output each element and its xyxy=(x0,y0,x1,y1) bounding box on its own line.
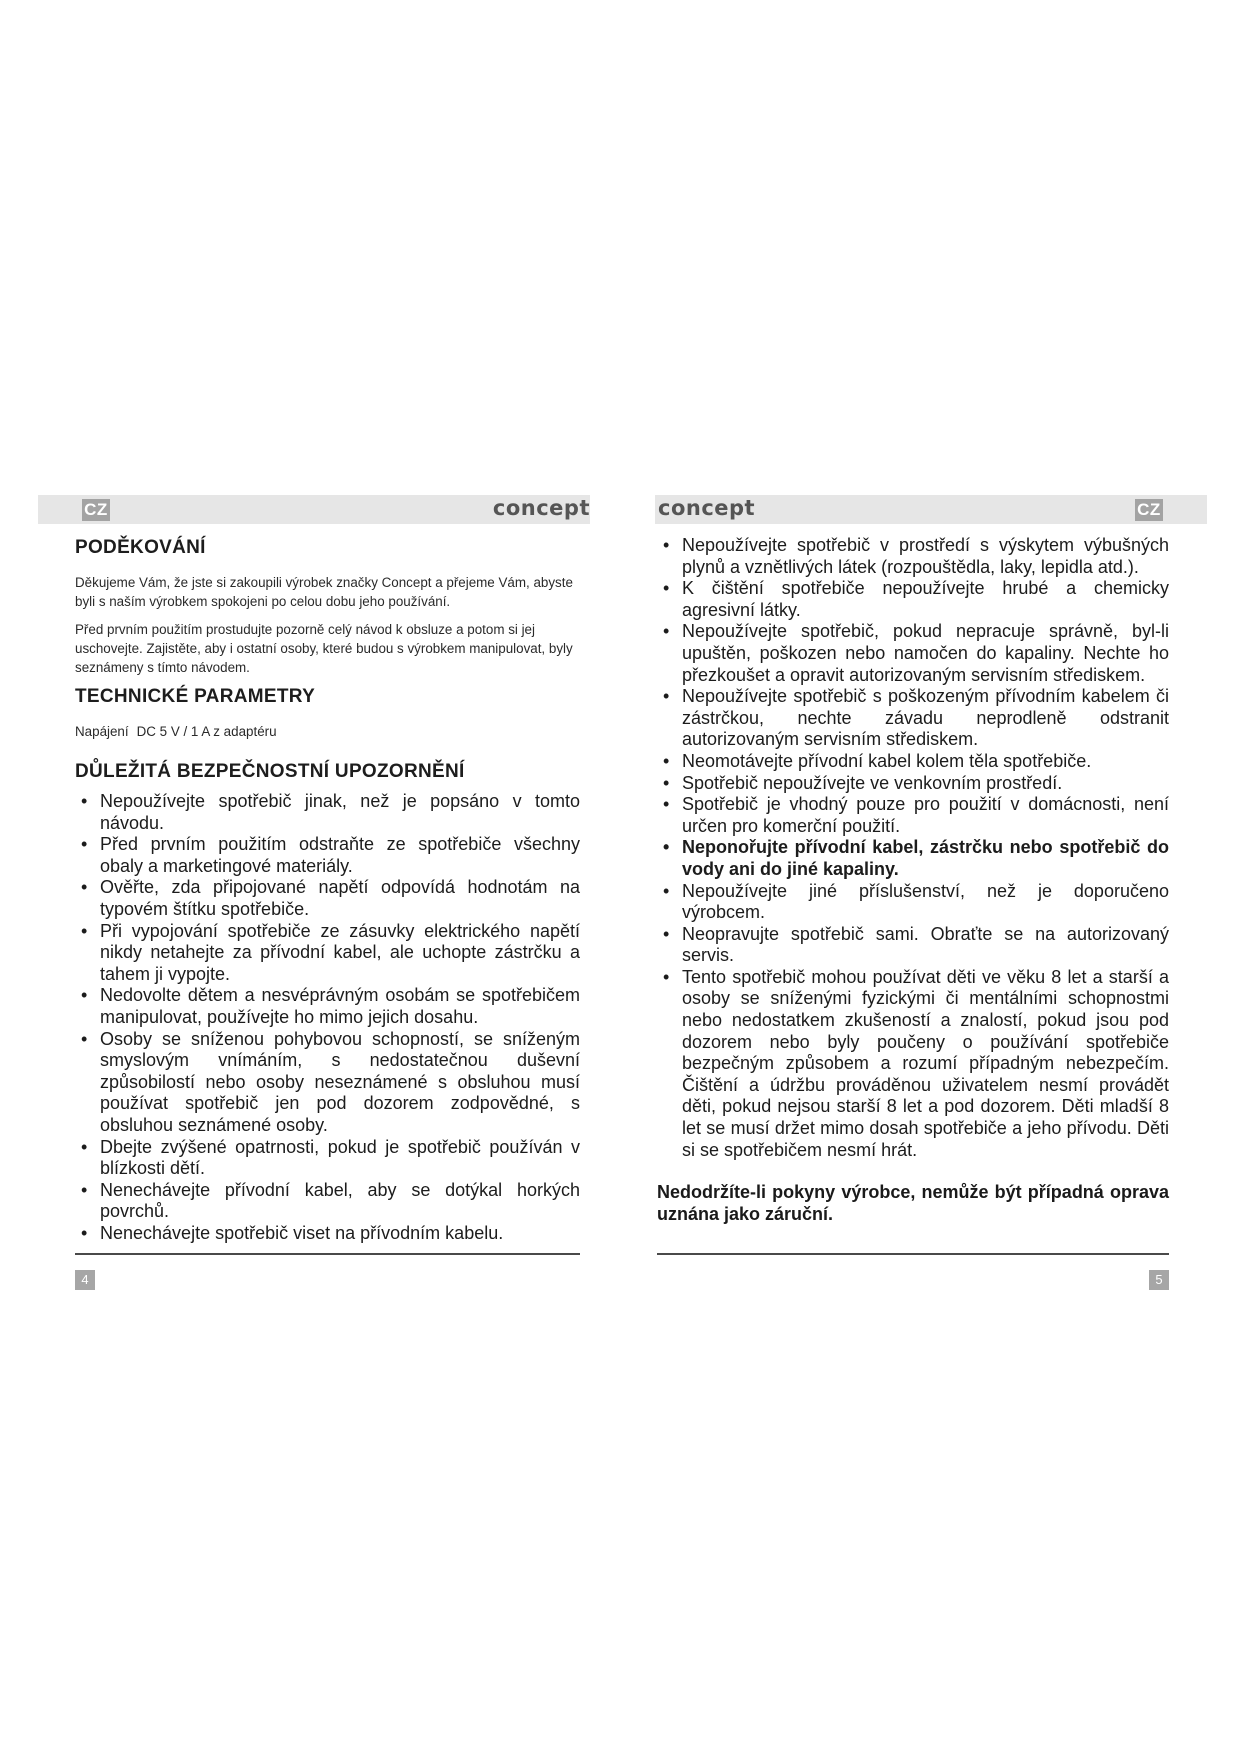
brand-logo-right: concept xyxy=(658,496,756,520)
list-item: • Před prvním použitím odstraňte ze spotřebiče všechny obaly a marketingové materiály. xyxy=(75,834,580,877)
list-item: • Nedovolte dětem a nesvéprávným osobám se spotřebičem manipulovat, používejte ho mimo jejich dosahu. xyxy=(75,985,580,1028)
tech-label: Napájení xyxy=(75,724,129,739)
page-number-left: 4 xyxy=(75,1270,95,1290)
list-item: • Spotřebič nepoužívejte ve venkovním prostředí. xyxy=(657,773,1169,795)
lang-badge-right: CZ xyxy=(1135,499,1163,521)
safety-heading: DŮLEŽITÁ BEZPEČNOSTNÍ UPOZORNĚNÍ xyxy=(75,761,465,782)
page-number-right: 5 xyxy=(1149,1270,1169,1290)
list-item: • Nepoužívejte spotřebič, pokud nepracuje správně, byl-li upuštěn, poškozen nebo namočen do kapaliny. Nechte ho přezkoušet a opravit autorizovaným servisním střediskem. xyxy=(657,621,1169,686)
right-content xyxy=(657,535,1169,1225)
list-item: • Nepoužívejte spotřebič s poškozeným přívodním kabelem či zástrčkou, nechte závadu neprodleně odstranit autorizovaným servisním střediskem. xyxy=(657,686,1169,751)
list-item: • Spotřebič je vhodný pouze pro použití v domácnosti, není určen pro komerční použití. xyxy=(657,794,1169,837)
left-page xyxy=(38,495,590,1287)
list-item: • Nepoužívejte jiné příslušenství, než je doporučeno výrobcem. xyxy=(657,881,1169,924)
list-item: • Při vypojování spotřebiče ze zásuvky elektrického napětí nikdy netahejte za přívodní kabel, ale uchopte zástrčku a tahem ji vypojte. xyxy=(75,921,580,986)
brand-logo-left: concept xyxy=(492,496,590,520)
list-item: • Osoby se sníženou pohybovou schopností, se sníženým smyslovým vnímáním, s nedostatečnou duševní způsobilostí nebo osoby neseznámené s obsluhou musí používat spotřebič jen pod dozorem zodpovědné, s obsluhou seznámené osoby. xyxy=(75,1029,580,1137)
safety-list-left xyxy=(75,791,580,1244)
right-page xyxy=(655,495,1207,1287)
intro-paragraph-2: Před prvním použitím prostudujte pozorně celý návod k obsluze a potom si jej uschovejte. Zajistěte, aby i ostatní osoby, které budou s výrobkem manipulovat, byly seznámeny s tímto návodem. xyxy=(75,622,573,675)
list-item: • Tento spotřebič mohou používat děti ve věku 8 let a starší a osoby se sníženými fyzickými či mentálními schopnostmi nebo nedostatkem zkušeností a znalostí, pokud jsou pod dozorem nebo byly poučeny o používání spotřebiče bezpečným způsobem a rozumí případným nebezpečím. Čištění a údržbu prováděnou uživatelem nesmí provádět děti, pokud nejsou starší 8 let a pod dozorem. Děti mladší 8 let se musí držet mimo dosah spotřebiče a jeho přívodu. Děti si se spotřebičem nesmí hrát. xyxy=(657,967,1169,1161)
left-content xyxy=(75,537,580,1244)
list-item: • Nepoužívejte spotřebič jinak, než je popsáno v tomto návodu. xyxy=(75,791,580,834)
tech-value: DC 5 V / 1 A z adaptéru xyxy=(136,724,277,739)
list-item: • Nenechávejte přívodní kabel, aby se dotýkal horkých povrchů. xyxy=(75,1180,580,1223)
thanks-heading: PODĚKOVÁNÍ xyxy=(75,537,206,558)
header-bar-left xyxy=(38,495,590,524)
lang-badge-left: CZ xyxy=(82,499,110,521)
list-item: • Nenechávejte spotřebič viset na přívodním kabelu. xyxy=(75,1223,580,1245)
tech-heading: TECHNICKÉ PARAMETRY xyxy=(75,686,316,707)
list-item: • Ověřte, zda připojované napětí odpovídá hodnotám na typovém štítku spotřebiče. xyxy=(75,877,580,920)
footer-rule-left xyxy=(75,1253,580,1255)
list-item: • K čištění spotřebiče nepoužívejte hrubé a chemicky agresivní látky. xyxy=(657,578,1169,621)
header-bar-right xyxy=(655,495,1207,524)
list-item: • Nepoužívejte spotřebič v prostředí s výskytem výbušných plynů a vznětlivých látek (rozpouštědla, laky, lepidla atd.). xyxy=(657,535,1169,578)
footer-rule-right xyxy=(657,1253,1169,1255)
safety-list-right xyxy=(657,535,1169,1161)
list-item: • Dbejte zvýšené opatrnosti, pokud je spotřebič používán v blízkosti dětí. xyxy=(75,1137,580,1180)
tech-spec-line xyxy=(75,724,580,739)
intro-paragraph-1: Děkujeme Vám, že jste si zakoupili výrobek značky Concept a přejeme Vám, abyste byli s naším výrobkem spokojeni po celou dobu jeho používání. xyxy=(75,575,573,609)
warranty-note: Nedodržíte-li pokyny výrobce, nemůže být případná oprava uznána jako záruční. xyxy=(657,1182,1169,1225)
intro-text xyxy=(75,573,580,677)
list-item: • Neopravujte spotřebič sami. Obraťte se na autorizovaný servis. xyxy=(657,924,1169,967)
list-item: • Neomotávejte přívodní kabel kolem těla spotřebiče. xyxy=(657,751,1169,773)
list-item-warning: • Neponořujte přívodní kabel, zástrčku nebo spotřebič do vody ani do jiné kapaliny. xyxy=(657,837,1169,880)
